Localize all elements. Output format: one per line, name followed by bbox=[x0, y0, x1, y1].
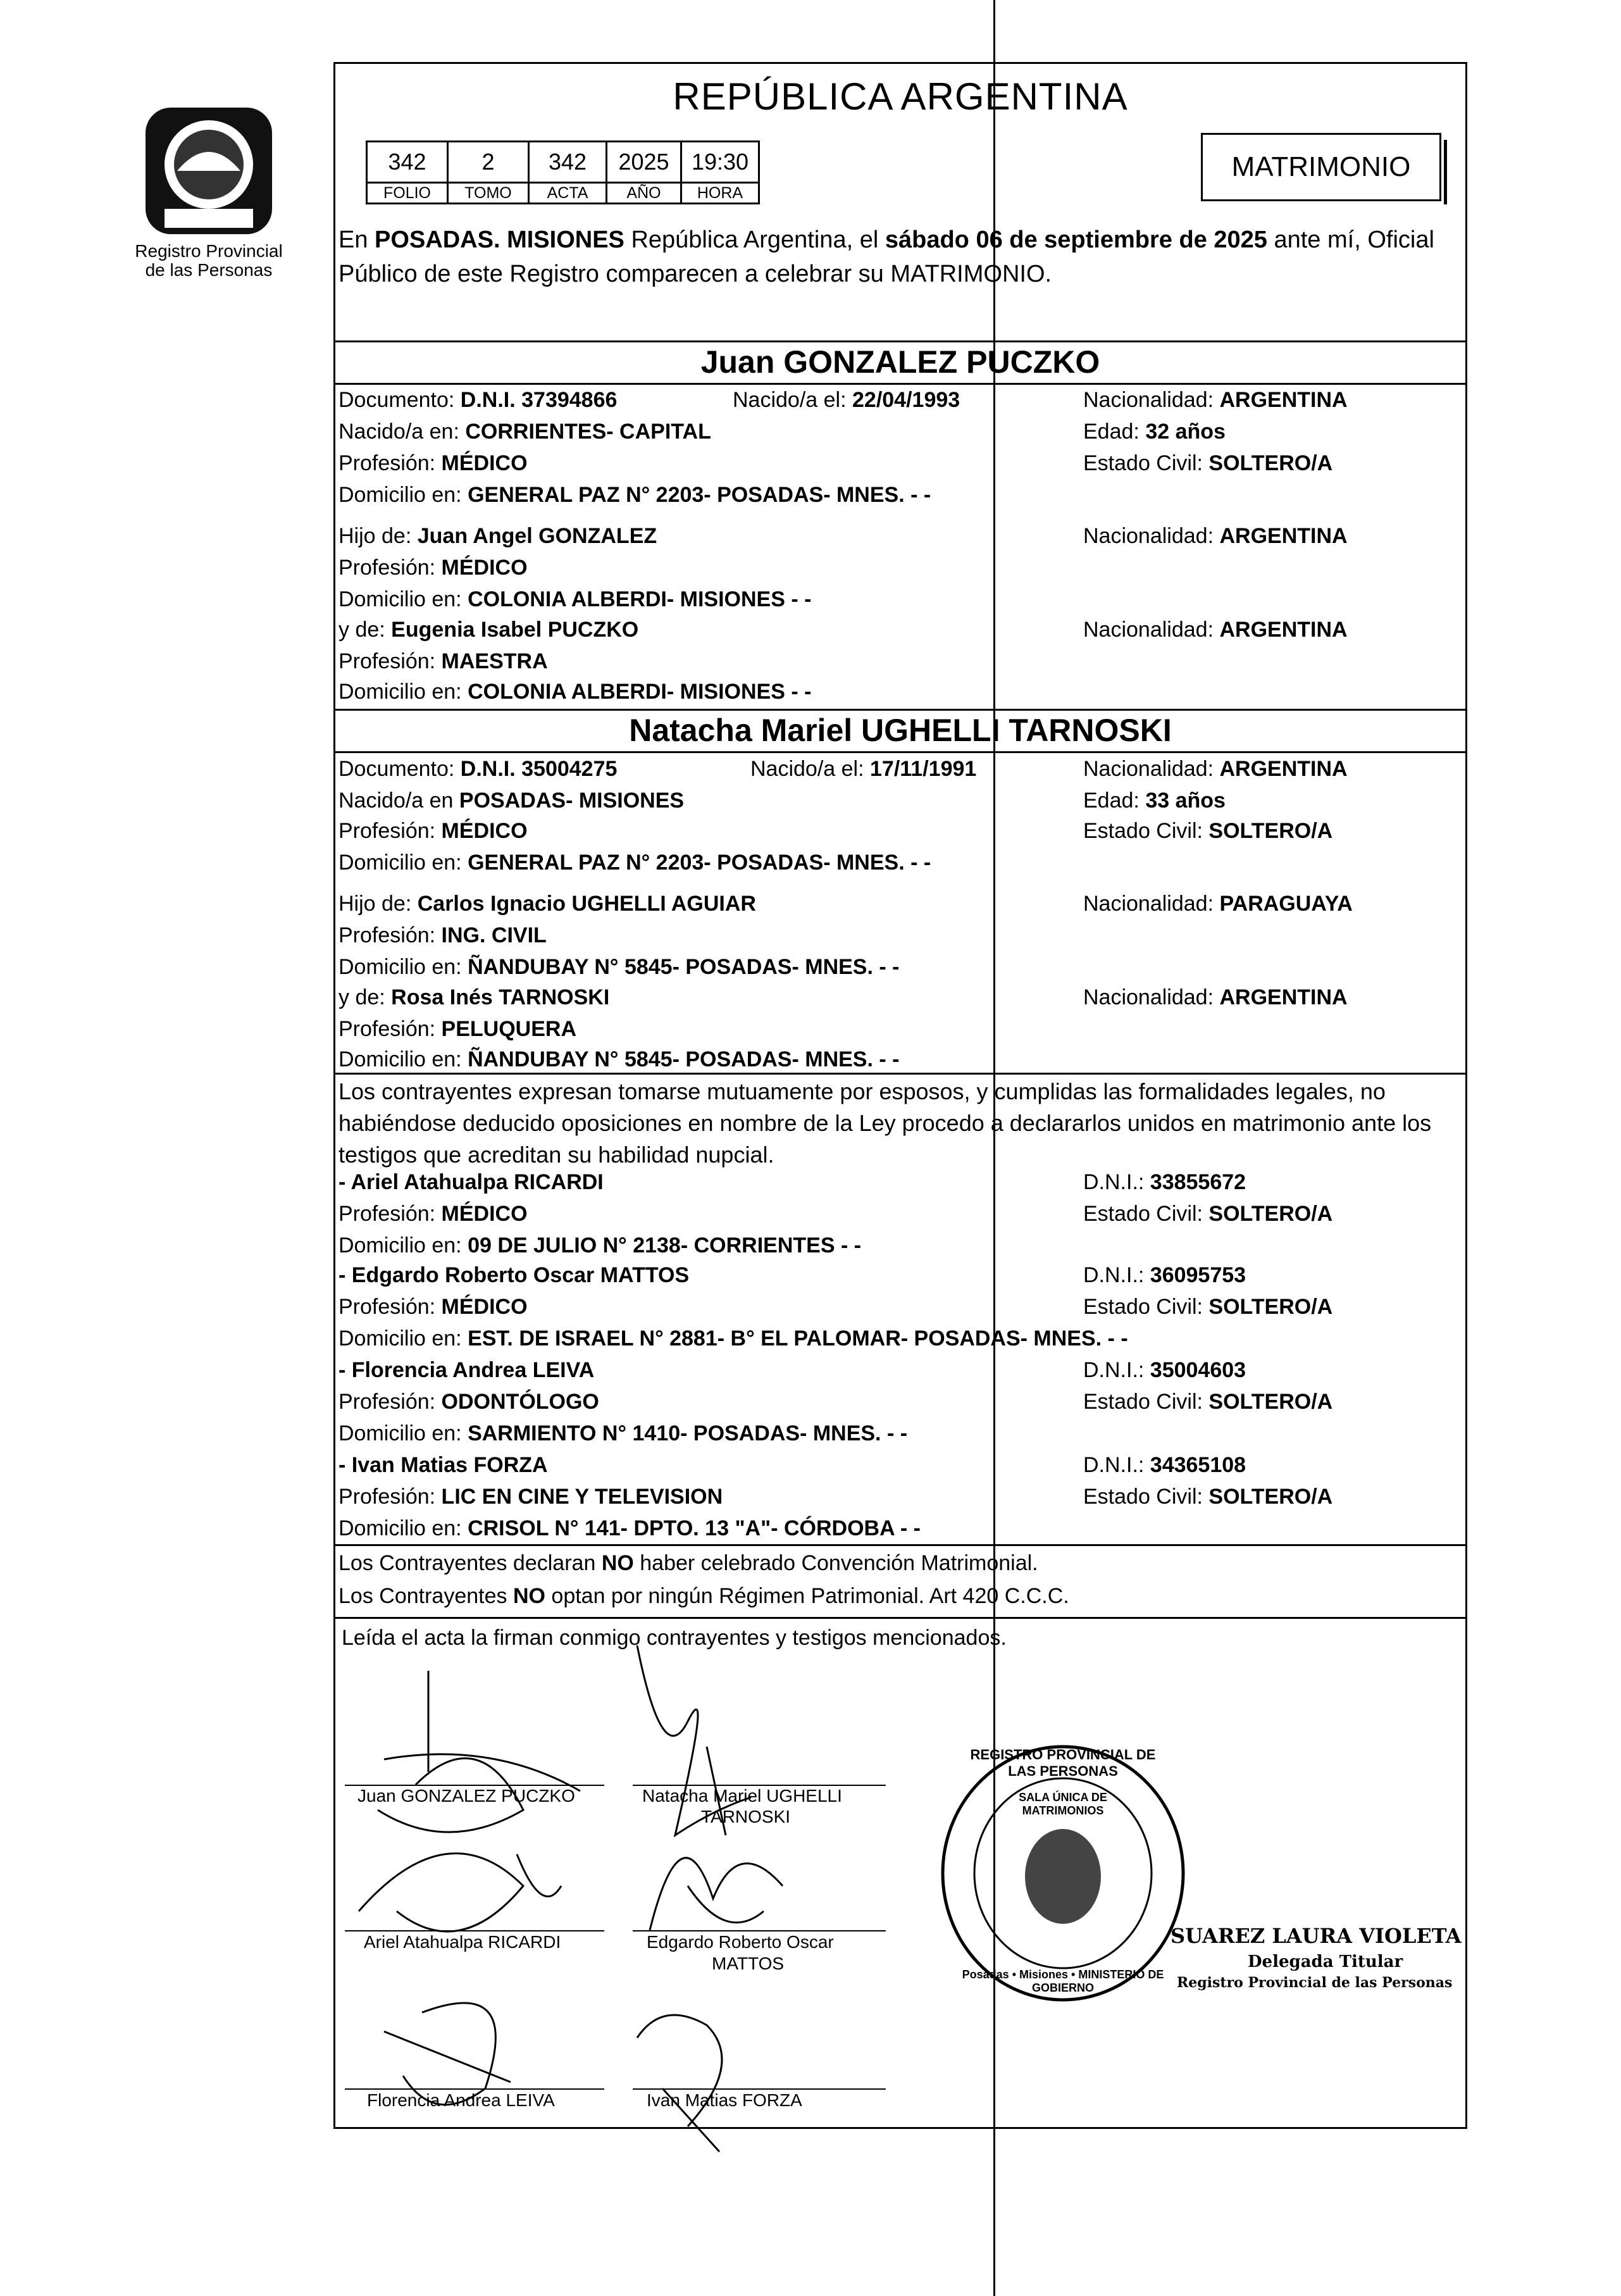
label: Domicilio en: bbox=[338, 955, 462, 979]
value: 33855672 bbox=[1150, 1170, 1246, 1194]
label: Nacionalidad: bbox=[1083, 892, 1214, 916]
value: MÉDICO bbox=[441, 556, 528, 580]
value: PARAGUAYA bbox=[1219, 892, 1353, 916]
label: y de: bbox=[338, 618, 385, 642]
value: PELUQUERA bbox=[441, 1017, 577, 1041]
folio-label: FOLIO bbox=[367, 183, 448, 204]
witness-2-name bbox=[338, 1263, 689, 1288]
emph: NO bbox=[512, 1584, 545, 1608]
spouse2-born-in bbox=[338, 788, 684, 813]
signature-label-5: Florencia Andrea LEIVA bbox=[367, 2090, 555, 2110]
label: Domicilio en: bbox=[338, 1516, 462, 1540]
witness-1-dni bbox=[1083, 1170, 1246, 1195]
signature-label-3: Ariel Atahualpa RICARDI bbox=[364, 1932, 561, 1952]
label: Domicilio en: bbox=[338, 1421, 462, 1445]
spouse1-father bbox=[338, 523, 657, 549]
value: D.N.I. 35004275 bbox=[460, 757, 618, 781]
value: ARGENTINA bbox=[1219, 757, 1348, 781]
value: D.N.I. 37394866 bbox=[460, 388, 618, 412]
emph: NO bbox=[601, 1551, 634, 1575]
spouse1-mother-nat bbox=[1083, 617, 1348, 642]
label: Profesión: bbox=[338, 556, 436, 580]
divider bbox=[333, 1073, 1467, 1075]
label: Hijo de: bbox=[338, 892, 412, 916]
label: Domicilio en: bbox=[338, 851, 462, 875]
acta-label: ACTA bbox=[529, 183, 607, 204]
witness-3-civil bbox=[1083, 1389, 1332, 1414]
label: Nacido/a el: bbox=[733, 388, 847, 412]
divider bbox=[333, 751, 1467, 753]
value: - Ivan Matias FORZA bbox=[338, 1453, 548, 1477]
acta-value: 342 bbox=[529, 142, 607, 183]
label: D.N.I.: bbox=[1083, 1453, 1145, 1477]
label: Profesión: bbox=[338, 819, 436, 843]
label: Documento: bbox=[338, 388, 455, 412]
value: 17/11/1991 bbox=[870, 757, 977, 781]
value: ARGENTINA bbox=[1219, 985, 1348, 1009]
value: - Ariel Atahualpa RICARDI bbox=[338, 1170, 604, 1194]
value: ODONTÓLOGO bbox=[441, 1390, 599, 1414]
signature-line bbox=[633, 2088, 886, 2090]
value: SOLTERO/A bbox=[1208, 1295, 1333, 1319]
official-stamp bbox=[936, 1740, 1189, 2006]
divider bbox=[333, 1544, 1467, 1546]
label: Nacido/a en bbox=[338, 789, 454, 813]
label: Nacionalidad: bbox=[1083, 388, 1214, 412]
value: EST. DE ISRAEL N° 2881- B° EL PALOMAR- POSADAS- MNES. - - bbox=[468, 1326, 1128, 1351]
registry-table bbox=[366, 140, 760, 204]
value: POSADAS- MISIONES bbox=[459, 789, 685, 813]
value: CORRIENTES- CAPITAL bbox=[465, 420, 711, 444]
label: Profesión: bbox=[338, 1202, 436, 1226]
value: Eugenia Isabel PUCZKO bbox=[391, 618, 639, 642]
spouse1-dom bbox=[338, 482, 931, 508]
label: Domicilio en: bbox=[338, 1326, 462, 1351]
spouse1-mother-prof bbox=[338, 649, 548, 674]
value: 34365108 bbox=[1150, 1453, 1246, 1477]
value: ARGENTINA bbox=[1219, 524, 1348, 548]
witness-1-civil bbox=[1083, 1201, 1332, 1226]
value: CRISOL N° 141- DPTO. 13 "A"- CÓRDOBA - - bbox=[468, 1516, 921, 1540]
folio-value: 342 bbox=[367, 142, 448, 183]
label: D.N.I.: bbox=[1083, 1358, 1145, 1382]
value: 36095753 bbox=[1150, 1263, 1246, 1287]
value: SOLTERO/A bbox=[1208, 451, 1333, 475]
signature-label-6: Ivan Matias FORZA bbox=[647, 2090, 802, 2110]
witness-1-name bbox=[338, 1170, 604, 1195]
value: LIC EN CINE Y TELEVISION bbox=[441, 1485, 723, 1509]
value: SOLTERO/A bbox=[1208, 1202, 1333, 1226]
page-title: REPÚBLICA ARGENTINA bbox=[673, 75, 1128, 118]
value: SOLTERO/A bbox=[1208, 1390, 1333, 1414]
logo-caption-2: de las Personas bbox=[145, 260, 273, 280]
spouse2-dom bbox=[338, 850, 931, 875]
spouse2-mother bbox=[338, 985, 609, 1010]
value: Carlos Ignacio UGHELLI AGUIAR bbox=[417, 892, 756, 916]
spouse1-father-nat bbox=[1083, 523, 1348, 549]
label: D.N.I.: bbox=[1083, 1263, 1145, 1287]
value: SARMIENTO N° 1410- POSADAS- MNES. - - bbox=[468, 1421, 908, 1445]
signature-line bbox=[345, 1930, 604, 1931]
spouse2-mother-dom bbox=[338, 1047, 899, 1072]
witness-1-dom bbox=[338, 1233, 861, 1258]
spouse1-mother bbox=[338, 617, 638, 642]
official-name: SUAREZ LAURA VIOLETA bbox=[1171, 1924, 1462, 1948]
intro-paragraph bbox=[338, 223, 1458, 291]
spouse1-born-in bbox=[338, 419, 711, 444]
label: Nacionalidad: bbox=[1083, 985, 1214, 1009]
witness-2-dni bbox=[1083, 1263, 1246, 1288]
value: ING. CIVIL bbox=[441, 923, 547, 947]
label: Domicilio en: bbox=[338, 1233, 462, 1257]
logo-caption-1: Registro Provincial bbox=[135, 241, 283, 261]
hora-label: HORA bbox=[681, 183, 759, 204]
label: Edad: bbox=[1083, 420, 1140, 444]
witness-4-dni bbox=[1083, 1452, 1246, 1478]
label: Nacionalidad: bbox=[1083, 618, 1214, 642]
spouse2-doc bbox=[338, 756, 617, 782]
value: ARGENTINA bbox=[1219, 388, 1348, 412]
label: Estado Civil: bbox=[1083, 1202, 1203, 1226]
intro-place: POSADAS. MISIONES bbox=[375, 227, 624, 253]
spouse2-civil bbox=[1083, 818, 1332, 844]
intro-en: En bbox=[338, 227, 368, 253]
witness-4-name bbox=[338, 1452, 548, 1478]
text: Los Contrayentes bbox=[338, 1584, 507, 1608]
value: SOLTERO/A bbox=[1208, 819, 1333, 843]
intro-mid: República Argentina, el bbox=[631, 227, 879, 253]
spouse2-prof bbox=[338, 818, 528, 844]
witness-3-name bbox=[338, 1357, 594, 1383]
spouse1-mother-dom bbox=[338, 679, 811, 704]
spouse2-mother-prof bbox=[338, 1016, 576, 1042]
official-org: Registro Provincial de las Personas bbox=[1177, 1975, 1453, 1991]
spouse2-father-prof bbox=[338, 923, 547, 948]
value: MAESTRA bbox=[441, 649, 548, 673]
value: 09 DE JULIO N° 2138- CORRIENTES - - bbox=[468, 1233, 862, 1257]
value: MÉDICO bbox=[441, 1295, 528, 1319]
label: Domicilio en: bbox=[338, 587, 462, 611]
label: Profesión: bbox=[338, 923, 436, 947]
spouse2-father bbox=[338, 891, 756, 916]
anio-value: 2025 bbox=[607, 142, 681, 183]
signature-label-1: Juan GONZALEZ PUCZKO bbox=[357, 1786, 575, 1806]
signature-label-2b: TARNOSKI bbox=[701, 1807, 791, 1826]
spouse2-mother-nat bbox=[1083, 985, 1348, 1010]
label: Hijo de: bbox=[338, 524, 412, 548]
text: haber celebrado Convención Matrimonial. bbox=[640, 1551, 1038, 1575]
label: Profesión: bbox=[338, 1390, 436, 1414]
spouse1-father-prof bbox=[338, 555, 528, 580]
value: 35004603 bbox=[1150, 1358, 1246, 1382]
witness-4-dom bbox=[338, 1516, 921, 1541]
label: Estado Civil: bbox=[1083, 819, 1203, 843]
value: MÉDICO bbox=[441, 1202, 528, 1226]
spouse2-father-dom bbox=[338, 954, 899, 980]
value: - Edgardo Roberto Oscar MATTOS bbox=[338, 1263, 690, 1287]
spouse2-name: Natacha Mariel UGHELLI TARNOSKI bbox=[629, 713, 1172, 748]
tomo-value: 2 bbox=[448, 142, 529, 183]
label: Profesión: bbox=[338, 649, 436, 673]
witness-4-civil bbox=[1083, 1484, 1332, 1509]
signature-label-2a: Natacha Mariel UGHELLI bbox=[642, 1786, 842, 1806]
value: - Florencia Andrea LEIVA bbox=[338, 1358, 595, 1382]
intro-tail: ante mí, Oficial Público de este Registro comparecen a celebrar su MATRIMONIO. bbox=[338, 227, 1434, 287]
label: Profesión: bbox=[338, 1485, 436, 1509]
label: Nacionalidad: bbox=[1083, 757, 1214, 781]
signature-line bbox=[633, 1930, 886, 1931]
text: optan por ningún Régimen Patrimonial. Art 420 C.C.C. bbox=[551, 1584, 1069, 1608]
tomo-label: TOMO bbox=[448, 183, 529, 204]
spouse1-doc bbox=[338, 387, 617, 413]
value: ARGENTINA bbox=[1219, 618, 1348, 642]
label: Edad: bbox=[1083, 789, 1140, 813]
convention-line-2 bbox=[338, 1583, 1069, 1609]
value: MÉDICO bbox=[441, 451, 528, 475]
value: SOLTERO/A bbox=[1208, 1485, 1333, 1509]
value: Juan Angel GONZALEZ bbox=[417, 524, 657, 548]
anio-label: AÑO bbox=[607, 183, 681, 204]
value: 22/04/1993 bbox=[852, 388, 960, 412]
label: y de: bbox=[338, 985, 385, 1009]
value: GENERAL PAZ N° 2203- POSADAS- MNES. - - bbox=[468, 483, 931, 507]
spouse2-nat bbox=[1083, 756, 1348, 782]
value: ÑANDUBAY N° 5845- POSADAS- MNES. - - bbox=[468, 1047, 900, 1071]
document-type: MATRIMONIO bbox=[1231, 151, 1411, 182]
witness-2-dom bbox=[338, 1326, 1128, 1351]
value: Rosa Inés TARNOSKI bbox=[391, 985, 610, 1009]
text: Los Contrayentes declaran bbox=[338, 1551, 596, 1575]
value: 32 años bbox=[1145, 420, 1226, 444]
witness-4-prof bbox=[338, 1484, 723, 1509]
label: Domicilio en: bbox=[338, 1047, 462, 1071]
label: Nacido/a en: bbox=[338, 420, 459, 444]
stamp-ring-text: REGISTRO PROVINCIAL DE LAS PERSONAS bbox=[970, 1747, 1156, 1779]
spouse1-prof bbox=[338, 451, 528, 476]
witness-3-dni bbox=[1083, 1357, 1246, 1383]
spouse1-born-on bbox=[733, 387, 960, 413]
official-role: Delegada Titular bbox=[1248, 1952, 1403, 1971]
label: Estado Civil: bbox=[1083, 1295, 1203, 1319]
witness-3-prof bbox=[338, 1389, 599, 1414]
spouse2-age bbox=[1083, 788, 1226, 813]
declaration-paragraph: Los contrayentes expresan tomarse mutuamente por esposos, y cumplidas las formalidades legales, no habiéndose deducido oposiciones en nombre de la Ley procedo a declararlos unidos en matrimonio ante los testigos que acreditan su habilidad nupcial. bbox=[338, 1078, 1432, 1168]
label: Profesión: bbox=[338, 451, 436, 475]
label: D.N.I.: bbox=[1083, 1170, 1145, 1194]
signature-label-4a: Edgardo Roberto Oscar bbox=[647, 1932, 834, 1952]
registry-logo bbox=[127, 95, 291, 304]
closing-text: Leída el acta la firman conmigo contrayentes y testigos mencionados. bbox=[342, 1626, 1007, 1650]
document-type-box bbox=[1201, 133, 1441, 201]
label: Domicilio en: bbox=[338, 483, 462, 507]
witness-2-prof bbox=[338, 1294, 528, 1320]
label: Profesión: bbox=[338, 1295, 436, 1319]
value: GENERAL PAZ N° 2203- POSADAS- MNES. - - bbox=[468, 851, 931, 875]
label: Nacido/a el: bbox=[750, 757, 864, 781]
spouse2-born-on bbox=[750, 756, 976, 782]
signature-label-4b: MATTOS bbox=[712, 1954, 785, 1973]
label: Nacionalidad: bbox=[1083, 524, 1214, 548]
label: Documento: bbox=[338, 757, 455, 781]
hora-value: 19:30 bbox=[681, 142, 759, 183]
label: Estado Civil: bbox=[1083, 1485, 1203, 1509]
spouse1-father-dom bbox=[338, 587, 811, 612]
stamp-bottom-text: Posadas • Misiones • MINISTERIO DE GOBIERNO bbox=[962, 1968, 1164, 1994]
witness-1-prof bbox=[338, 1201, 528, 1226]
witness-2-civil bbox=[1083, 1294, 1332, 1320]
spouse2-father-nat bbox=[1083, 891, 1353, 916]
label: Estado Civil: bbox=[1083, 1390, 1203, 1414]
label: Domicilio en: bbox=[338, 680, 462, 704]
signature-line bbox=[345, 2088, 604, 2090]
label: Profesión: bbox=[338, 1017, 436, 1041]
spouse1-nat bbox=[1083, 387, 1348, 413]
spouse1-name: Juan GONZALEZ PUCZKO bbox=[700, 344, 1100, 380]
intro-date: sábado 06 de septiembre de 2025 bbox=[885, 227, 1267, 253]
value: MÉDICO bbox=[441, 819, 528, 843]
spouse1-civil bbox=[1083, 451, 1332, 476]
divider bbox=[333, 340, 1467, 342]
value: ÑANDUBAY N° 5845- POSADAS- MNES. - - bbox=[468, 955, 900, 979]
stamp-inner-text: SALA ÚNICA DE MATRIMONIOS bbox=[1019, 1791, 1107, 1817]
value: COLONIA ALBERDI- MISIONES - - bbox=[468, 587, 812, 611]
divider bbox=[333, 383, 1467, 385]
divider bbox=[333, 1617, 1467, 1619]
witness-3-dom bbox=[338, 1421, 907, 1446]
value: 33 años bbox=[1145, 789, 1226, 813]
value: COLONIA ALBERDI- MISIONES - - bbox=[468, 680, 812, 704]
convention-line-1 bbox=[338, 1550, 1038, 1576]
spouse1-age bbox=[1083, 419, 1226, 444]
divider bbox=[333, 709, 1467, 711]
label: Estado Civil: bbox=[1083, 451, 1203, 475]
